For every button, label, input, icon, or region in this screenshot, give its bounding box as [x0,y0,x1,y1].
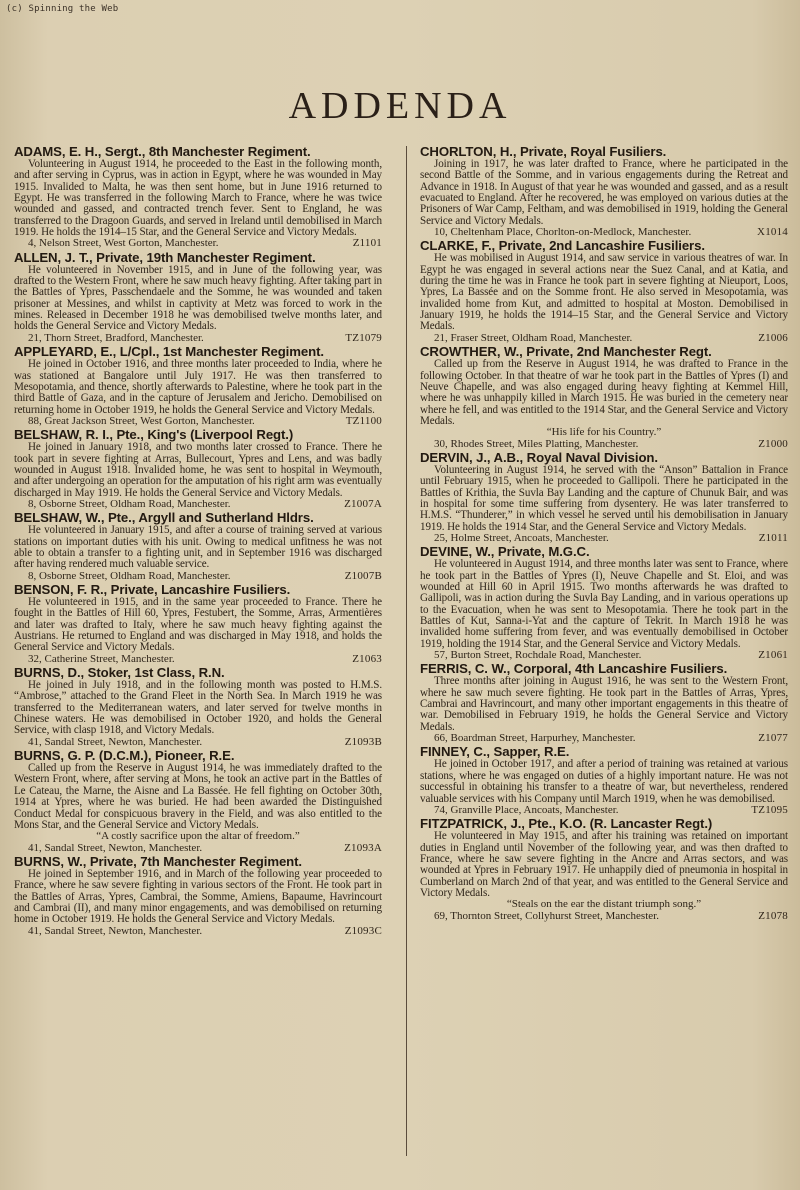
entry-name-heading: BELSHAW, W., Pte., Argyll and Sutherland Hldrs. [14,510,314,526]
entry-reference-number: X1014 [757,226,788,239]
entry-service-text: He was mobilised in August 1914, and saw service in various theatres of war. In Egypt he was engaged in several actions near the Suez Canal, and at Katia, and during the time he was in France he took part in severe fighting at Nieuport, Loos, Ypres, La Bassée and on the Somme front. He also served in Mesopotamia, was invalided home from Kut, and admitted to hospital at Moston. Demobilised in January 1919, he holds the 1914–15 Star, and the General Service and Victory Medals. [420,252,788,333]
entry-epitaph: “A costly sacrifice upon the altar of freedom.” [96,830,300,843]
entry-address: 8, Osborne Street, Oldham Road, Manchester. [28,569,231,582]
left-column [14,144,382,937]
entry-service-text: Joining in 1917, he was later drafted to France, where he participated in the second Battle of the Somme, and in various engagements during the Retreat and Advance in 1918. In August of that year he was wounded and gassed, and as a result evacuated to England. After he recovered, he was employed on various duties at the Prisoners of War Camp, Feltham, and was demobilised in 1919, holding the General Service and Victory Medals. [420,158,788,227]
roll-entry [14,854,382,937]
entry-service-text: He joined in July 1918, and in the following month was posted to H.M.S. “Ambrose,” attached to the Grand Fleet in the North Sea. In March 1919 he was transferred to the Mediterranean waters, and later served for twelve months in Chinese waters. He was demobilised in October 1920, and holds the General Service, with clasp 1918, and Victory Medals. [14,679,382,737]
entry-service-text: Called up from the Reserve in August 1914, he was immediately drafted to the Western Front, where, after serving at Mons, he took an active part in the Battles of Le Cateau, the Marne, the Aisne and La Bassée. He fell fighting on October 30th, 1914 at Ypres, where he was buried. He had been awarded the Distinguished Conduct Medal for conspicuous bravery in the Field, and was also entitled to the Mons Star, and the General Service and Victory Medals. [14,762,382,831]
entry-reference-number: Z1063 [352,652,382,665]
entry-service-text: Called up from the Reserve in August 1914, he was drafted to France in the following October. In that theatre of war he took part in the Battles of Ypres (I) and Neuve Chapelle, and was also engaged during heavy fighting at Kemmel Hill, where he was unhappily killed in March 1915. He was buried in the cemetery near where he fell, and was entitled to the 1914 Star, and the General Service and Victory Medals. [420,358,788,427]
entry-name-heading: FINNEY, C., Sapper, R.E. [420,744,570,760]
entry-address: 66, Boardman Street, Harpurhey, Manchester. [434,732,636,745]
roll-entry [420,544,788,661]
entry-address-line [14,499,382,510]
entry-reference-number: Z1093A [344,841,382,854]
entry-address: 25, Holme Street, Ancoats, Manchester. [434,531,609,544]
entry-address-line [14,416,382,427]
entry-address: 69, Thornton Street, Collyhurst Street, Manchester. [434,909,659,922]
entry-service-text: He volunteered in January 1915, and after a course of training served at various stations on important duties with his unit. Owing to medical unfitness he was not able to obtain a transfer to a fighting unit, and in September 1916 was discharged after having rendered much valuable service. [14,524,382,571]
entry-reference-number: Z1061 [758,649,788,662]
entry-address-line [420,333,788,344]
entry-service-text: He joined in September 1916, and in March of the following year proceeded to France, where he saw severe fighting in various sectors of the Front. He took part in the Battles of Arras, Ypres, Cambrai, the Somme, Amiens, Bapaume, Havrincourt and Cambrai (II), and many minor engagements, and was demobilised on returning home in October 1919. He holds the General Service and Victory Medals. [14,867,382,926]
roll-entry [420,661,788,744]
roll-entry [420,238,788,344]
entry-name-heading: BURNS, W., Private, 7th Manchester Regiment. [14,853,302,869]
entry-reference-number: Z1007A [344,497,382,510]
entry-address: 10, Cheltenham Place, Chorlton-on-Medlock, Manchester. [434,226,692,239]
entry-reference-number: Z1011 [758,531,788,544]
entry-address: 21, Fraser Street, Oldham Road, Manchester. [434,331,633,344]
entry-reference-number: Z1007B [344,569,382,582]
entry-address-line [14,737,382,748]
entry-address: 88, Great Jackson Street, West Gorton, Manchester. [28,414,255,427]
roll-entry [14,427,382,510]
roll-entry [14,510,382,582]
entry-reference-number: Z1006 [758,331,788,344]
column-divider [406,146,407,1156]
roll-entry [14,748,382,854]
entry-address-line [420,805,788,816]
entry-reference-number: TZ1095 [751,803,788,816]
entry-name-heading: CROWTHER, W., Private, 2nd Manchester Regt. [420,344,712,360]
entry-address: 21, Thorn Street, Bradford, Manchester. [28,331,204,344]
roll-entry [420,344,788,450]
entry-service-text: He volunteered in May 1915, and after his training was retained on important duties in England until November of the following year, and was then drafted to France, where he saw severe fighting in the Ancre and Arras sectors, and was wounded at Ypres in February 1917. He unhappily died of pneumonia in hospital in Cumberland on March 2nd of that year, and was entitled to the General Service and Victory Medals. [420,830,788,899]
entry-name-heading: DEVINE, W., Private, M.G.C. [420,544,590,560]
entry-address-line [420,911,788,922]
entry-reference-number: Z1101 [352,237,382,250]
entry-address: 57, Burton Street, Rochdale Road, Manchester. [434,649,642,662]
roll-entry [14,582,382,665]
entry-reference-number: Z1078 [758,909,788,922]
entry-name-heading: ADAMS, E. H., Sergt., 8th Manchester Regiment. [14,144,311,159]
roll-entry [420,450,788,544]
roll-entry [420,144,788,238]
entry-name-heading: BENSON, F. R., Private, Lancashire Fusiliers. [14,582,291,597]
page-title: ADDENDA [288,85,512,127]
entry-reference-number: Z1077 [758,732,788,745]
entry-address-line [14,238,382,249]
entry-address-line [420,533,788,544]
entry-address-line [420,227,788,238]
entry-service-text: He volunteered in November 1915, and in June of the following year, was drafted to the Western Front, where he saw much heavy fighting. After taking part in the Battles of Ypres, Passchendaele and the Somme, he was wounded and taken prisoner at Messines, and whilst in captivity at Metz was forced to work in the mines. Released in December 1918 he was demobilised twelve months later, and holds the General Service and Victory Medals. [14,263,382,333]
entry-address-line [420,439,788,450]
roll-entry [420,744,788,816]
entry-address: 74, Granville Place, Ancoats, Manchester. [434,803,619,816]
roll-entry [420,816,788,922]
entry-name-heading: CLARKE, F., Private, 2nd Lancashire Fusiliers. [420,238,705,254]
entry-service-text: He volunteered in August 1914, and three months later was sent to France, where he took part in the Battles of Ypres (I), Neuve Chapelle and St. Eloi, and was wounded at Hill 60 in April 1915. Two months afterwards he was drafted to Gallipoli, was in action during the Suvla Bay Landing, and in various operations up to the Evacuation, when he was sent to Mesopotamia. There he took part in the Battles of Kut, Sanna-i-Yat and the capture of Tekrit. In March 1918 he was invalided home suffering from fever, and was eventually demobilised in October 1919, holding the 1914 Star, and the General Service and Victory Medals. [420,558,788,650]
entry-name-heading: FITZPATRICK, J., Pte., K.O. (R. Lancaster Regt.) [420,816,713,832]
right-column [420,144,788,922]
entry-service-text: He joined in October 1916, and three months later proceeded to India, where he was stationed at Bangalore until July 1917. He was then transferred to Mesopotamia, and thence, shortly afterwards to Palestine, where he took part in the third Battle of Gaza, and in the capture of Jerusalem and Jericho. Demobilised on returning home in October 1919, he holds the General Service and Victory Medals. [14,358,382,416]
entry-address-line [14,333,382,344]
entry-name-heading: FERRIS, C. W., Corporal, 4th Lancashire Fusiliers. [420,661,728,677]
entry-name-heading: BELSHAW, R. I., Pte., King's (Liverpool Regt.) [14,427,294,443]
entry-address-line [14,654,382,665]
entry-epitaph: “Steals on the ear the distant triumph song.” [506,898,702,911]
roll-entry [14,250,382,344]
roll-entry [14,665,382,748]
entry-address: 8, Osborne Street, Oldham Road, Manchester. [28,497,231,510]
entry-name-heading: CHORLTON, H., Private, Royal Fusiliers. [420,144,667,159]
entry-address: 30, Rhodes Street, Miles Platting, Manchester. [434,437,639,450]
entry-service-text: He volunteered in 1915, and in the same year proceeded to France. There he fought in the Battles of Hill 60, Ypres, Festubert, the Somme, Arras, Armentières and later was drafted to Italy, where he saw much heavy fighting against the Austrians. He returned to England and was discharged in May 1918, and holds the General Service and Victory Medals. [14,596,382,654]
entry-address: 41, Sandal Street, Newton, Manchester. [28,924,203,937]
entry-address: 32, Catherine Street, Manchester. [28,652,175,665]
entry-address: 41, Sandal Street, Newton, Manchester. [28,735,203,748]
entry-service-text: He joined in October 1917, and after a period of training was retained at various stations, where he was engaged on duties of a highly important nature. He was not successful in obtaining his transfer to a theatre of war, but nevertheless, rendered valuable services with his Company until March 1919, when he was demobilised. [420,758,788,805]
entry-name-heading: APPLEYARD, E., L/Cpl., 1st Manchester Regiment. [14,344,324,360]
entry-service-text: Volunteering in August 1914, he served with the “Anson” Battalion in France until February 1915, when he proceeded to Gallipoli. There he participated in the Battles of Krithia, the Suvla Bay Landing and the capture of Chunuk Bair, and was in hospital for some time suffering from dysentery. He was later transferred to H.M.S. “Thunderer,” in which vessel he served until his demobilisation in January 1919. He holds the 1914 Star, and the General Service and Victory Medals. [420,463,788,533]
entry-reference-number: TZ1079 [345,331,382,344]
roll-entry [14,144,382,250]
entry-name-heading: BURNS, G. P. (D.C.M.), Pioneer, R.E. [14,748,235,764]
watermark: (c) Spinning the Web [6,4,119,14]
entry-service-text: Volunteering in August 1914, he proceeded to the East in the following month, and after serving in Cyprus, was in action in Egypt, where he was wounded in May 1915. Invalided to Malta, he was then sent home, but in June 1916 returned to Egypt. He was transferred in the following March to France, where he was twice wounded and gassed, and contracted trench fever. Sent to England, he was transferred to the Dragoon Guards, and served in Ireland until demobilised in March 1919. He holds the 1914–15 Star, and the General Service and Victory Medals. [14,158,382,239]
entry-reference-number: Z1093B [344,735,382,748]
entry-address: 41, Sandal Street, Newton, Manchester. [28,841,203,854]
entry-reference-number: Z1093C [344,924,382,937]
entry-address-line [14,926,382,937]
entry-name-heading: DERVIN, J., A.B., Royal Naval Division. [420,449,658,465]
entry-address-line [420,650,788,661]
entry-address-line [420,733,788,744]
entry-epitaph: “His life for his Country.” [546,426,662,439]
entry-service-text: Three months after joining in August 1916, he was sent to the Western Front, where he saw much severe fighting. He took part in the Battles of Arras, Ypres, Cambrai and Havrincourt, and many other important engagements in this theatre of war. Demobilised in February 1919, he holds the General Service and Victory Medals. [420,675,788,733]
entry-reference-number: TZ1100 [345,414,382,427]
roll-entry [14,344,382,427]
entry-service-text: He joined in January 1918, and two months later crossed to France. There he took part in severe fighting at Arras, Bullecourt, Ypres and Lens, and was badly wounded in August 1918. Invalided home, he was sent to hospital in Weymouth, and after undergoing an operation for the amputation of his right arm was eventually discharged in May 1919. He holds the General Service and Victory Medals. [14,441,382,499]
entry-address-line [14,571,382,582]
entry-address-line [14,843,382,854]
entry-reference-number: Z1000 [758,437,788,450]
entry-name-heading: ALLEN, J. T., Private, 19th Manchester Regiment. [14,249,316,265]
entry-name-heading: BURNS, D., Stoker, 1st Class, R.N. [14,665,225,681]
entry-address: 4, Nelson Street, West Gorton, Manchester. [28,237,219,250]
